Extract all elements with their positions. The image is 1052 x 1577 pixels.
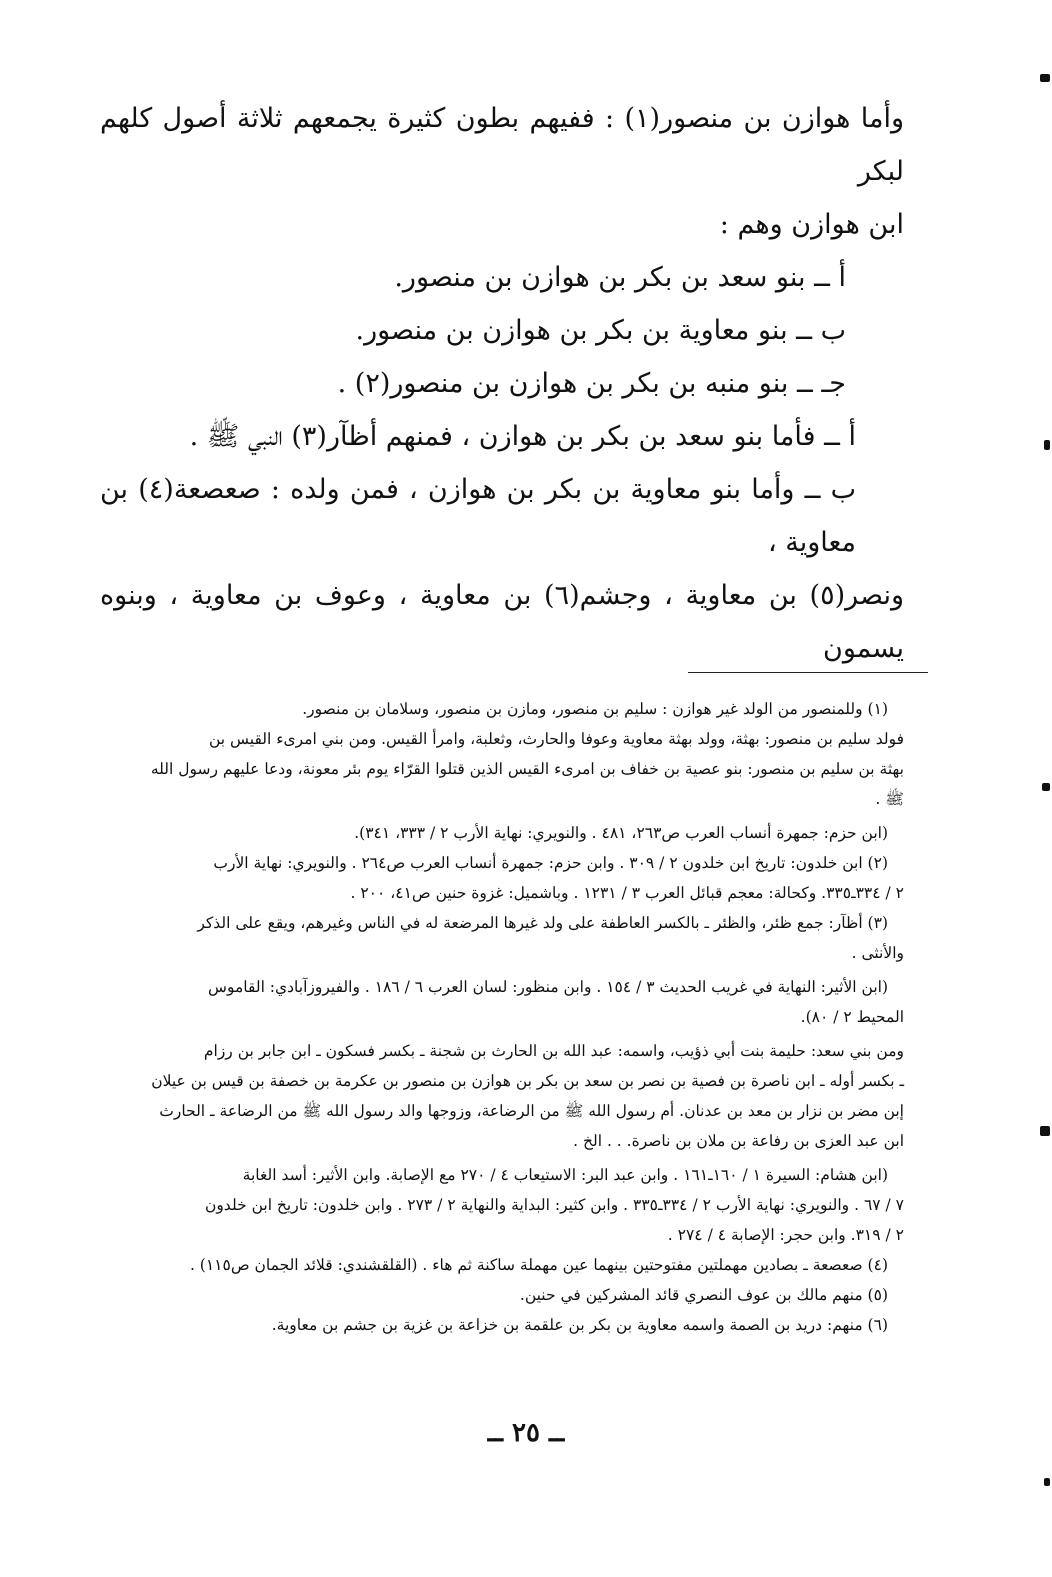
footnote-1-line: ﷺ . — [875, 790, 904, 808]
footnote-3-line: والأنثى . — [851, 944, 904, 962]
footnotes — [100, 694, 904, 1340]
paragraph-a: أ ــ فأما بنو سعد بن بكر بن هوازن ، فمنهم أظآر(٣) النبي ﷺ . — [189, 421, 856, 452]
footnote-1-reference: (ابن حزم: جمهرة أنساب العرب ص٢٦٣، ٤٨١ . والنويري: نهاية الأرب ٢ / ٣٣٣، ٣٤١). — [354, 824, 888, 842]
footnote-3-extra-line: إبن مضر بن نزار بن معد بن عدنان. أم رسول الله ﷺ من الرضاعة، وزوجها والد رسول الله ﷺ من الرضاعة ـ الحارث — [159, 1102, 904, 1120]
main-line: وأما هوازن بن منصور(١) : ففيهم بطون كثيرة يجمعهم ثلاثة أصول كلهم لبكر — [100, 103, 905, 187]
main-line: ابن هوازن وهم : — [719, 209, 904, 240]
footnote-3: (٣) أظآر: جمع ظئر، والظئر ـ بالكسر العاطفة على ولد غيرها المرضعة له في الناس وغيرهم، ويقع على الذكر — [197, 914, 888, 932]
footnote-3-reference: (ابن الأثير: النهاية في غريب الحديث ٣ / ١٥٤ . وابن منظور: لسان العرب ٦ / ١٨٦ . والفيروزآبادي: القاموس — [208, 978, 888, 996]
footnote-1: (١) وللمنصور من الولد غير هوازن : سليم بن منصور، ومازن بن منصور، وسلامان بن منصور. — [302, 700, 888, 718]
footnote-2-line: ٢ / ٣٣٤ـ٣٣٥. وكحالة: معجم قبائل العرب ٣ / ١٢٣١ . وباشميل: غزوة حنين ص٤١، ٢٠٠ . — [350, 884, 904, 902]
paragraph-b-continued: ونصر(٥) بن معاوية ، وجشم(٦) بن معاوية ، وعوف بن معاوية ، وبنوه يسمون — [100, 580, 904, 664]
footnote-3-reference-line: المحيط ٢ / ٨٠). — [800, 1008, 904, 1026]
footnote-3-reference-2-line: ٧ / ٦٧ . والنويري: نهاية الأرب ٢ / ٣٣٤ـ٣٣٥ . وابن كثير: البداية والنهاية ٢ / ٢٧٣ . وابن خلدون: تاريخ ابن خلدون — [204, 1196, 904, 1214]
footnote-separator — [688, 672, 928, 673]
footnote-5: (٥) منهم مالك بن عوف النصري قائد المشركين في حنين. — [519, 1286, 888, 1304]
footnote-1-line: فولد سليم بن منصور: بهثة، وولد بهثة معاوية وعوفا والحارث، وثعلبة، وامرأ القيس. ومن بني امرىء القيس بن — [208, 730, 904, 748]
scan-edge-mark — [1044, 1478, 1050, 1486]
paragraph-b: ب ــ وأما بنو معاوية بن بكر بن هوازن ، فمن ولده : صعصعة(٤) بن معاوية ، — [100, 474, 856, 558]
list-item-b: ب ــ بنو معاوية بن بكر بن هوازن بن منصور. — [355, 315, 846, 346]
page-number: ــ ٢٥ ــ — [487, 1418, 565, 1448]
footnote-2: (٢) ابن خلدون: تاريخ ابن خلدون ٢ / ٣٠٩ . وابن حزم: جمهرة أنساب العرب ص٢٦٤ . والنويري: نهاية الأرب — [213, 854, 888, 872]
footnote-3-extra: ومن بني سعد: حليمة بنت أبي ذؤيب، واسمه: عبد الله بن الحارث بن شجنة ـ بكسر فسكون ـ ابن جابر بن رزام — [203, 1042, 904, 1060]
footnote-3-reference-2-line: ٢ / ٣١٩. وابن حجر: الإصابة ٤ / ٢٧٤ . — [667, 1226, 904, 1244]
main-text — [100, 92, 904, 675]
footnote-4: (٤) صعصعة ـ بصادين مهملتين مفتوحتين بينهما عين مهملة ساكنة ثم هاء . (القلقشندي: قلائد الجمان ص١١٥) . — [189, 1256, 888, 1274]
scan-edge-mark — [1040, 1126, 1050, 1136]
footnote-6: (٦) منهم: دريد بن الصمة واسمه معاوية بن بكر بن علقمة بن خزاعة بن غزية بن جشم بن معاوية. — [271, 1316, 888, 1334]
scan-edge-mark — [1044, 440, 1050, 450]
scan-edge-mark — [1042, 783, 1050, 791]
list-item-j: جـ ــ بنو منبه بن بكر بن هوازن بن منصور(٢) . — [337, 368, 846, 399]
footnote-1-line: بهثة بن سليم بن منصور: بنو عصية بن خفاف بن امرىء القيس الذين قتلوا القرّاء يوم بئر معونة، ودعا عليهم رسول الله — [150, 760, 904, 778]
scan-edge-mark — [1040, 74, 1050, 82]
footnote-3-reference-2: (ابن هشام: السيرة ١ / ١٦٠ـ١٦١ . وابن عبد البر: الاستيعاب ٤ / ٢٧٠ مع الإصابة. وابن الأثير: أسد الغابة — [242, 1166, 888, 1184]
footnote-3-extra-line: ابن عبد العزى بن رفاعة بن ملان بن ناصرة. . . الخ . — [573, 1132, 904, 1150]
footnote-3-extra-line: ـ بكسر أوله ـ ابن ناصرة بن فصية بن نصر بن سعد بن بكر بن هوازن بن منصور بن عكرمة بن خصفة بن قيس بن عيلان — [151, 1072, 904, 1090]
list-item-a: أ ــ بنو سعد بن بكر بن هوازن بن منصور. — [394, 262, 846, 293]
